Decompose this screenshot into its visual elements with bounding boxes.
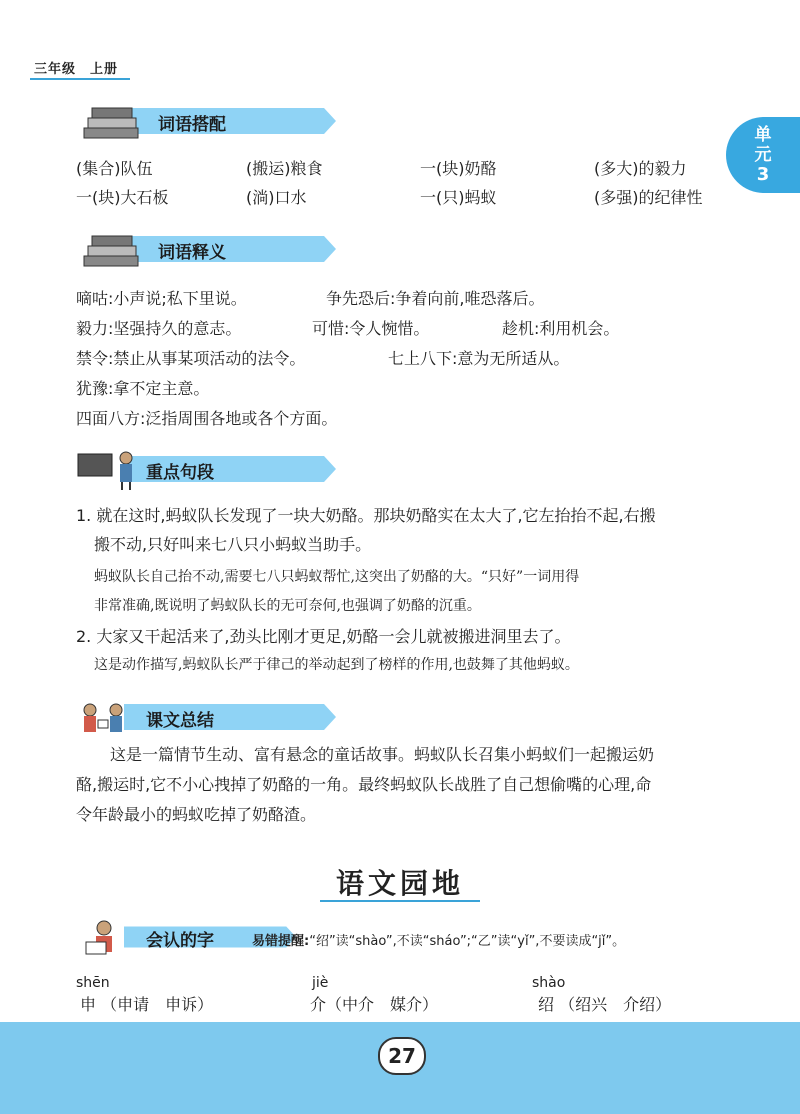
title-underline	[320, 900, 480, 902]
section-header-summary	[76, 698, 346, 734]
section-title: 词语释义	[158, 243, 226, 263]
char-pinyin: jiè	[312, 975, 329, 991]
char-pinyin: shào	[532, 975, 566, 991]
page-number: 27	[378, 1037, 426, 1075]
collocation-item: 一(块)大石板	[76, 188, 169, 207]
summary-text: 这是一篇情节生动、富有悬念的童话故事。蚂蚁队长召集小蚂蚁们一起搬运奶	[110, 745, 655, 764]
definition-item: 趁机:利用机会。	[502, 319, 620, 338]
section-header-characters	[76, 918, 276, 954]
section-title: 重点句段	[146, 463, 214, 483]
definition-item: 可惜:令人惋惜。	[312, 319, 430, 338]
section-title: 词语搭配	[158, 115, 226, 135]
definition-item: 嘀咕:小声说;私下里说。	[76, 289, 247, 308]
error-tip-text: “绍”读“shào”,不读“sháo”;“乙”读“yǐ”,不要读成“jǐ”。	[309, 934, 626, 949]
definition-item: 七上八下:意为无所适从。	[388, 349, 570, 368]
definition-item: 争先恐后:争着向前,唯恐落后。	[326, 289, 545, 308]
error-tip-label: 易错提醒:	[252, 934, 310, 949]
section-title: 课文总结	[146, 711, 214, 731]
collocation-item: 一(块)奶酪	[420, 159, 497, 178]
banner-icon	[124, 236, 336, 262]
collocation-item: (集合)队伍	[76, 159, 153, 178]
header-divider	[30, 78, 130, 80]
unit-tab-char-1: 单	[754, 125, 772, 145]
section-header-collocation	[76, 102, 346, 138]
collocation-item: (淌)口水	[246, 188, 307, 207]
summary-text: 令年龄最小的蚂蚁吃掉了奶酪渣。	[76, 805, 317, 824]
collocation-item: 一(只)蚂蚁	[420, 188, 497, 207]
books-icon	[76, 230, 146, 270]
sentence-text: 2. 大家又干起活来了,劲头比刚才更足,奶酪一会儿就被搬进洞里去了。	[76, 627, 571, 646]
char-entry: 介（中介 媒介）	[310, 995, 439, 1014]
definition-item: 犹豫:拿不定主意。	[76, 379, 210, 398]
collocation-item: (搬运)粮食	[246, 159, 323, 178]
sentence-note: 这是动作描写,蚂蚁队长严于律己的举动起到了榜样的作用,也鼓舞了其他蚂蚁。	[94, 657, 579, 673]
student-reading-icon	[76, 918, 146, 958]
grade-label: 三年级 上册	[34, 62, 119, 77]
section-header-key-sentences	[76, 450, 346, 486]
sentence-note: 蚂蚁队长自己抬不动,需要七八只蚂蚁帮忙,这突出了奶酪的大。“只好”一词用得	[94, 569, 580, 585]
books-icon	[76, 102, 146, 142]
sentence-note: 非常准确,既说明了蚂蚁队长的无可奈何,也强调了奶酪的沉重。	[94, 598, 481, 614]
banner-icon	[124, 108, 336, 134]
collocation-item: (多强)的纪律性	[594, 188, 703, 207]
reading-kids-icon	[76, 698, 146, 738]
collocation-item: (多大)的毅力	[594, 159, 687, 178]
unit-tab-number: 3	[756, 164, 770, 185]
definition-item: 毅力:坚强持久的意志。	[76, 319, 242, 338]
section-title: 会认的字	[146, 931, 214, 951]
definition-item: 四面八方:泛指周围各地或各个方面。	[76, 409, 338, 428]
char-entry: 申 （申请 申诉）	[80, 995, 214, 1014]
sentence-text: 搬不动,只好叫来七八只小蚂蚁当助手。	[94, 535, 372, 554]
unit-tab	[726, 117, 800, 193]
char-entry: 绍 （绍兴 介绍）	[538, 995, 672, 1014]
sentence-text: 1. 就在这时,蚂蚁队长发现了一块大奶酪。那块奶酪实在太大了,它左抬抬不起,右搬	[76, 506, 656, 525]
error-tip	[252, 930, 625, 949]
definition-item: 禁令:禁止从事某项活动的法令。	[76, 349, 306, 368]
summary-text: 酪,搬运时,它不小心拽掉了奶酪的一角。最终蚂蚁队长战胜了自己想偷嘴的心理,命	[76, 775, 652, 794]
section-header-definition	[76, 230, 346, 266]
char-pinyin: shēn	[76, 975, 110, 991]
unit-tab-char-2: 元	[754, 145, 772, 165]
teacher-blackboard-icon	[76, 450, 146, 490]
page-title: 语文园地	[335, 867, 464, 900]
